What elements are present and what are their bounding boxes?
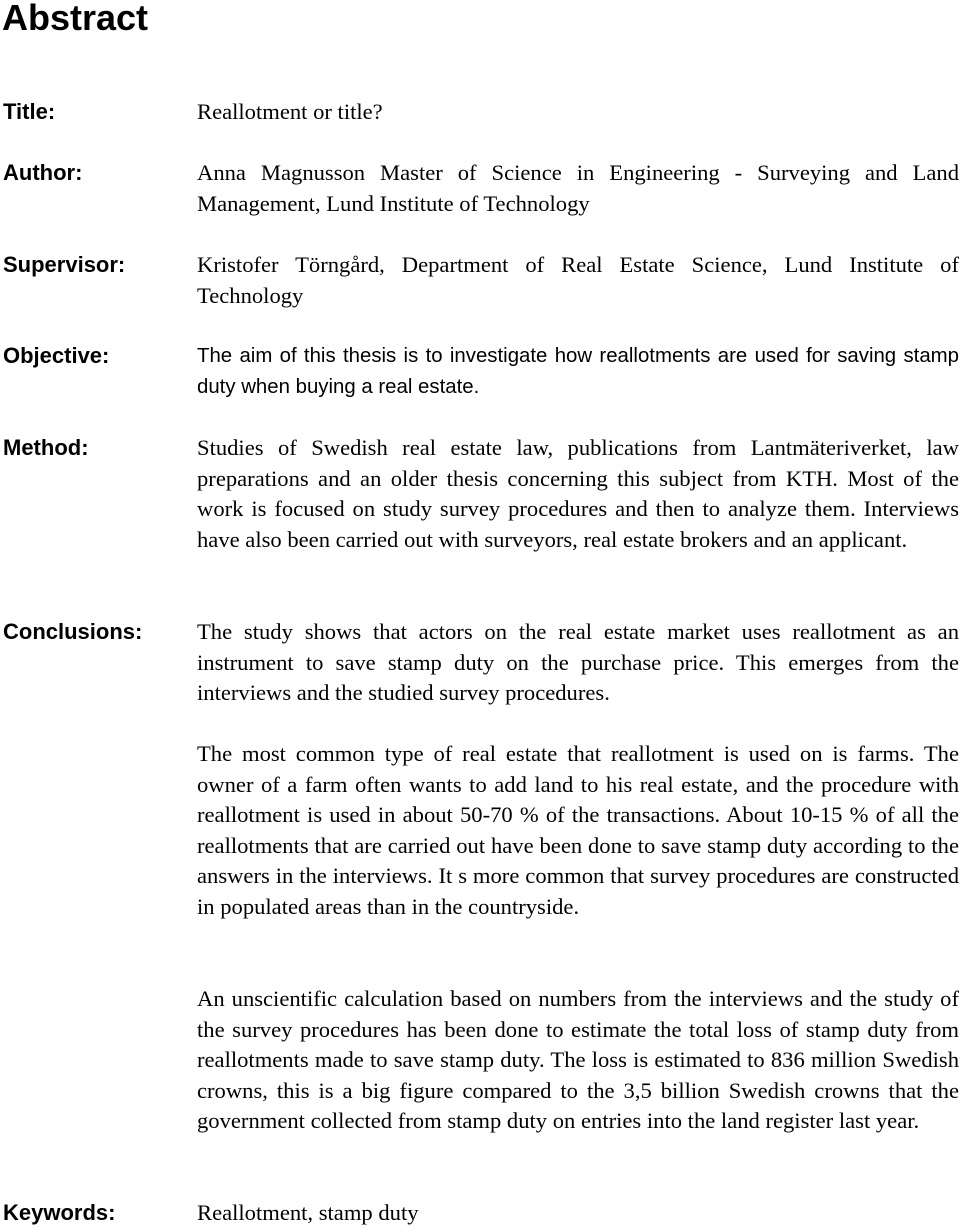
page-title: Abstract xyxy=(2,0,149,38)
author-value: Anna Magnusson Master of Science in Engineering - Surveying and Land Management, Lund Institute of Technology xyxy=(197,160,959,216)
objective-value: The aim of this thesis is to investigate how reallotments are used for saving stamp duty when buying a real estate. xyxy=(197,345,959,398)
title-value: Reallotment or title? xyxy=(197,99,383,124)
keywords-label: Keywords: xyxy=(3,1200,116,1225)
supervisor-value: Kristofer Törngård, Department of Real Estate Science, Lund Institute of Technology xyxy=(197,252,959,308)
conclusions-paragraph-3: An unscientific calculation based on numbers from the interviews and the study of the survey procedures has been done to estimate the total loss of stamp duty from reallotments made to save stamp duty. The loss is estimated to 836 million Swedish crowns, this is a big figure compared to the 3,5 billion Swedish crowns that the government collected from stamp duty on entries into the land register last year. xyxy=(197,986,959,1133)
conclusions-label: Conclusions: xyxy=(3,619,143,644)
supervisor-label: Supervisor: xyxy=(3,252,126,277)
objective-label: Objective: xyxy=(3,343,110,368)
conclusions-paragraph-1: The study shows that actors on the real estate market uses reallotment as an instrument to save stamp duty on the purchase price. This emerges from the interviews and the studied survey procedures. xyxy=(197,619,959,705)
title-label: Title: xyxy=(3,99,56,124)
method-label: Method: xyxy=(3,435,89,460)
method-value: Studies of Swedish real estate law, publications from Lantmäteriverket, law preparations and an older thesis concerning this subject from KTH. Most of the work is focused on study survey procedures and then to analyze them. Interviews have also been carried out with surveyors, real estate brokers and an applicant. xyxy=(197,435,959,552)
author-label: Author: xyxy=(3,160,83,185)
conclusions-paragraph-2: The most common type of real estate that reallotment is used on is farms. The owner of a farm often wants to add land to his real estate, and the procedure with reallotment is used in about 50-70 % of the transactions. About 10-15 % of all the reallotments that are carried out have been done to save stamp duty according to the answers in the interviews. It s more common that survey procedures are constructed in populated areas than in the countryside. xyxy=(197,741,959,919)
keywords-value: Reallotment, stamp duty xyxy=(197,1200,419,1225)
